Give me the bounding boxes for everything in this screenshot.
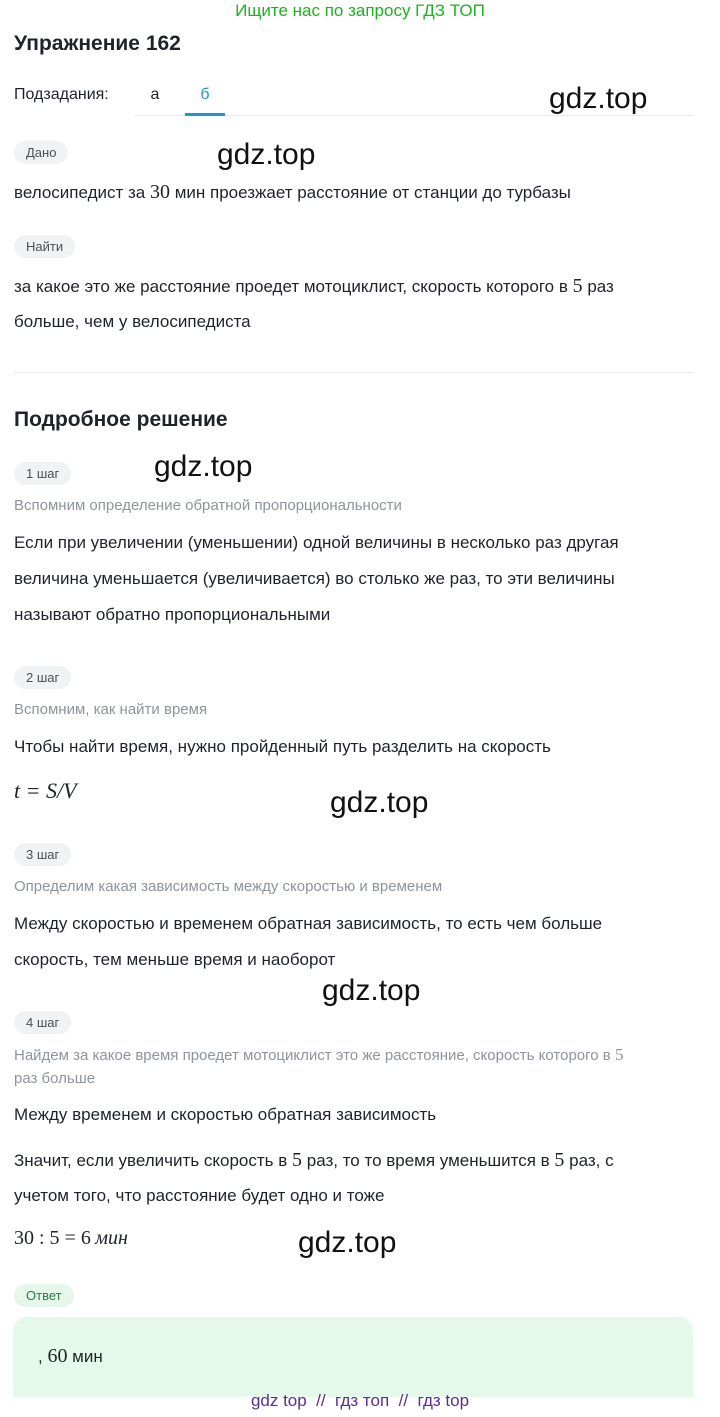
subtasks-label: Подзадания:: [14, 86, 109, 103]
watermark: gdz.top: [154, 450, 253, 483]
step-1-line-1: Если при увеличении (уменьшении) одной величины в несколько раз другая: [14, 533, 619, 552]
exercise-title: Упражнение 162: [14, 32, 181, 55]
step-3-line-1: Между скоростью и временем обратная зависимость, то есть чем больше: [14, 914, 603, 933]
step-1-line-2: величина уменьшается (увеличивается) во столько же раз, то эти величины: [14, 569, 615, 588]
given-chip: Дано: [14, 141, 68, 164]
step-2-chip: 2 шаг: [14, 666, 71, 689]
step-3-hint: Определим какая зависимость между скоростью и временем: [14, 878, 443, 895]
tab-b[interactable]: б: [200, 86, 210, 103]
step-4-line-3: учетом того, что расстояние будет одно и тоже: [14, 1186, 385, 1205]
answer-text: , 60 мин: [38, 1345, 103, 1367]
step-1-line-3: называют обратно пропорциональными: [14, 605, 331, 624]
watermark: gdz.top: [322, 974, 421, 1007]
step-4-line-2: Значит, если увеличить скорость в 5 раз, то то время уменьшится в 5 раз, с: [14, 1149, 614, 1171]
step-2-formula: t = S/V: [14, 778, 77, 803]
section-divider: [14, 372, 692, 373]
answer-box: [13, 1317, 693, 1397]
step-3-chip: 3 шаг: [14, 843, 71, 866]
find-chip: Найти: [14, 235, 75, 258]
step-4-formula: 30 : 5 = 6 мин: [14, 1227, 128, 1249]
watermark: gdz.top: [298, 1226, 397, 1259]
step-1-hint: Вспомним определение обратной пропорциональности: [14, 497, 402, 514]
watermark: gdz.top: [217, 138, 316, 171]
tab-a[interactable]: а: [150, 86, 160, 103]
solution-title: Подробное решение: [14, 408, 228, 431]
find-text: за какое это же расстояние проедет мотоциклист, скорость которого в 5 раз: [14, 275, 614, 297]
watermark: gdz.top: [330, 786, 429, 819]
step-2-hint: Вспомним, как найти время: [14, 701, 208, 718]
answer-chip: Ответ: [14, 1284, 74, 1307]
step-4-line-1: Между временем и скоростью обратная зависимость: [14, 1105, 437, 1124]
given-text: велосипедист за 30 мин проезжает расстояние от станции до турбазы: [14, 181, 571, 203]
step-2-line-1: Чтобы найти время, нужно пройденный путь разделить на скорость: [14, 737, 551, 756]
step-4-hint-line2: раз больше: [14, 1070, 96, 1087]
watermark: gdz.top: [549, 82, 648, 115]
step-1-chip: 1 шаг: [14, 462, 71, 485]
promo-banner-bottom[interactable]: gdz top // гдз топ // гдз top: [250, 1391, 470, 1410]
step-3-line-2: скорость, тем меньше время и наоборот: [14, 950, 336, 969]
promo-banner-top[interactable]: Ищите нас по запросу ГДЗ ТОП: [235, 1, 485, 20]
step-4-chip: 4 шаг: [14, 1011, 71, 1034]
step-4-hint: Найдем за какое время проедет мотоциклист это же расстояние, скорость которого в 5: [14, 1045, 624, 1064]
find-text-line2: больше, чем у велосипедиста: [14, 312, 251, 331]
tab-active-indicator: [185, 113, 225, 116]
